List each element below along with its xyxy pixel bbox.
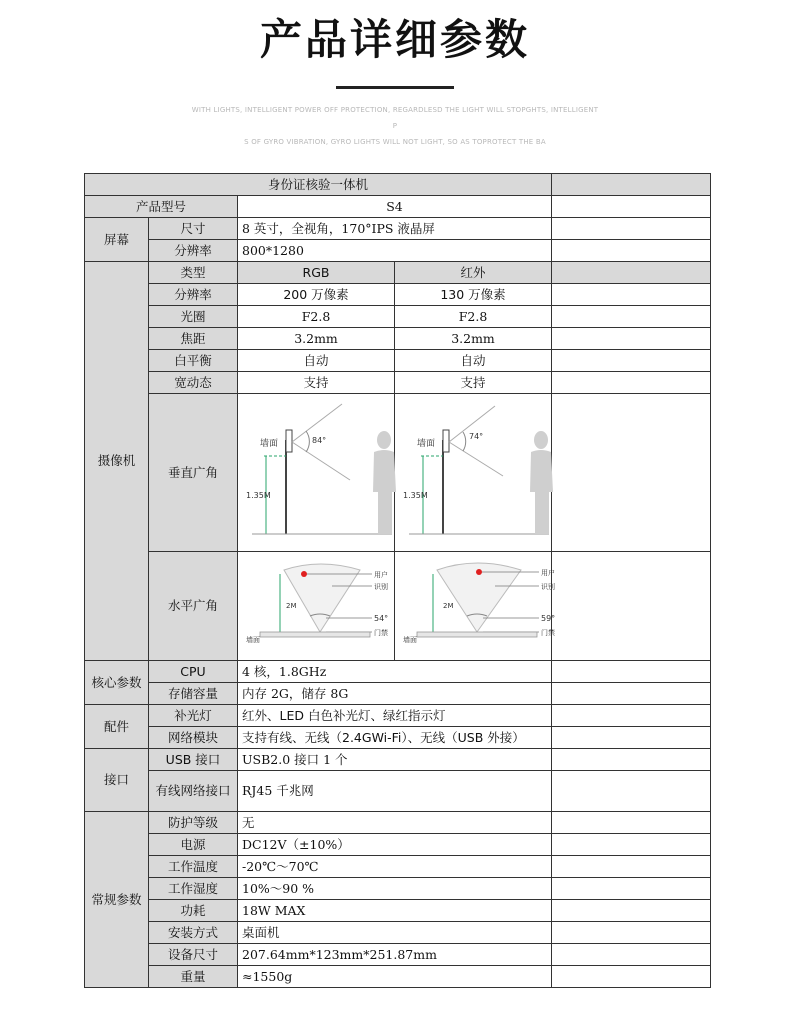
angle-label: 84° (312, 436, 327, 445)
empty-cell (552, 749, 711, 771)
table-row (85, 944, 711, 966)
table-row (85, 966, 711, 988)
camera-wdr-rgb: 支持 (238, 372, 395, 394)
install-value: 桌面机 (238, 922, 552, 944)
table-header: 身份证核验一体机 (85, 174, 552, 196)
table-header-row (85, 174, 711, 196)
empty-cell (552, 372, 711, 394)
table-row (85, 771, 711, 812)
horizontal-angle-illustration (242, 552, 399, 654)
consumption-label: 功耗 (149, 900, 238, 922)
empty-cell (552, 705, 711, 727)
empty-cell (552, 922, 711, 944)
table-row (85, 552, 711, 661)
weight-value: ≈1550g (238, 966, 552, 988)
horizontal-angle-illustration (399, 552, 556, 654)
table-row (85, 878, 711, 900)
table-row (85, 284, 711, 306)
empty-cell (552, 856, 711, 878)
empty-cell (552, 683, 711, 705)
subtitle-line-1: WITH LIGHTS, INTELLIGENT POWER OFF PROTECTION, REGARDLESD THE LIGHT WILL STOPGHTS, INTELLIGENT P (191, 106, 599, 130)
empty-cell (552, 966, 711, 988)
table-row (85, 240, 711, 262)
power-value: DC12V（±10%） (238, 834, 552, 856)
table-row (85, 306, 711, 328)
door-label: 门禁 (374, 629, 388, 637)
camera-focal-ir: 3.2mm (395, 328, 552, 350)
camera-horizontal-label: 水平广角 (149, 552, 238, 661)
camera-wb-rgb: 自动 (238, 350, 395, 372)
empty-cell (552, 394, 711, 552)
angle-label: 59° (541, 614, 556, 623)
group-accessories: 配件 (85, 705, 149, 749)
protection-value: 无 (238, 812, 552, 834)
camera-res-ir: 130 万像素 (395, 284, 552, 306)
camera-wdr-label: 宽动态 (149, 372, 238, 394)
horizontal-angle-diagram-ir (395, 552, 556, 661)
usb-label: USB 接口 (149, 749, 238, 771)
table-row (85, 812, 711, 834)
empty-cell (552, 306, 711, 328)
vertical-angle-diagram-ir (395, 394, 552, 552)
empty-cell (552, 240, 711, 262)
temperature-value: -20℃～70℃ (238, 856, 552, 878)
table-row (85, 922, 711, 944)
fill-light-value: 红外、LED 白色补光灯、绿红指示灯 (238, 705, 552, 727)
storage-label: 存储容量 (149, 683, 238, 705)
humidity-label: 工作湿度 (149, 878, 238, 900)
table-row (85, 328, 711, 350)
page-title: 产品详细参数 (259, 15, 530, 64)
wall-label: 墙面 (417, 439, 436, 449)
page-subtitle (190, 102, 600, 150)
empty-cell (552, 196, 711, 218)
usb-value: USB2.0 接口 1 个 (238, 749, 552, 771)
cpu-label: CPU (149, 661, 238, 683)
empty-cell (552, 328, 711, 350)
camera-vertical-label: 垂直广角 (149, 394, 238, 552)
model-label: 产品型号 (85, 196, 238, 218)
table-row (85, 834, 711, 856)
table-row (85, 350, 711, 372)
empty-cell (552, 944, 711, 966)
camera-type-rgb: RGB (238, 262, 395, 284)
table-row (85, 218, 711, 240)
empty-cell (552, 834, 711, 856)
screen-res-label: 分辨率 (149, 240, 238, 262)
table-row (85, 683, 711, 705)
dimensions-label: 设备尺寸 (149, 944, 238, 966)
empty-cell (552, 900, 711, 922)
subtitle-line-2: S OF GYRO VIBRATION, GYRO LIGHTS WILL NOT LIGHT, SO AS TOPROTECT THE BA (244, 138, 546, 146)
dimensions-value: 207.64mm*123mm*251.87mm (238, 944, 552, 966)
power-label: 电源 (149, 834, 238, 856)
table-row (85, 372, 711, 394)
wall-label: 墙面 (403, 636, 417, 644)
table-row (85, 856, 711, 878)
table-row (85, 900, 711, 922)
camera-focal-rgb: 3.2mm (238, 328, 395, 350)
user-label: 用户 (541, 569, 555, 577)
distance-label: 2M (286, 602, 297, 610)
humidity-value: 10%～90 % (238, 878, 552, 900)
title-underline (336, 86, 454, 89)
empty-cell (552, 284, 711, 306)
camera-aperture-rgb: F2.8 (238, 306, 395, 328)
recognize-label: 识别 (374, 583, 388, 591)
camera-wb-ir: 自动 (395, 350, 552, 372)
empty-cell (552, 727, 711, 749)
screen-size-value: 8 英寸，全视角，170°IPS 液晶屏 (238, 218, 552, 240)
table-row (85, 196, 711, 218)
camera-type-ir: 红外 (395, 262, 552, 284)
camera-type-label: 类型 (149, 262, 238, 284)
camera-wdr-ir: 支持 (395, 372, 552, 394)
camera-focal-label: 焦距 (149, 328, 238, 350)
height-label: 1.35M (246, 491, 271, 500)
wall-label: 墙面 (246, 636, 260, 644)
ethernet-value: RJ45 千兆网 (238, 771, 552, 812)
camera-res-rgb: 200 万像素 (238, 284, 395, 306)
vertical-angle-illustration (399, 394, 556, 545)
table-row (85, 262, 711, 284)
height-label: 1.35M (403, 491, 428, 500)
horizontal-angle-diagram-rgb (238, 552, 395, 661)
angle-label: 74° (469, 432, 484, 441)
wall-label: 墙面 (260, 439, 279, 449)
table-header-empty (552, 174, 711, 196)
recognize-label: 识别 (541, 583, 555, 591)
weight-label: 重量 (149, 966, 238, 988)
vertical-angle-diagram-rgb (238, 394, 395, 552)
screen-size-label: 尺寸 (149, 218, 238, 240)
ethernet-label: 有线网络接口 (149, 771, 238, 812)
protection-label: 防护等级 (149, 812, 238, 834)
table-row (85, 727, 711, 749)
screen-res-value: 800*1280 (238, 240, 552, 262)
network-label: 网络模块 (149, 727, 238, 749)
empty-cell (552, 552, 711, 661)
user-label: 用户 (374, 571, 388, 579)
camera-aperture-label: 光圈 (149, 306, 238, 328)
group-ports: 接口 (85, 749, 149, 812)
vertical-angle-illustration (242, 394, 399, 545)
angle-label: 54° (374, 614, 389, 623)
camera-wb-label: 白平衡 (149, 350, 238, 372)
table-row (85, 661, 711, 683)
table-row (85, 749, 711, 771)
empty-cell (552, 878, 711, 900)
group-general: 常规参数 (85, 812, 149, 988)
table-row (85, 705, 711, 727)
distance-label: 2M (443, 602, 454, 610)
table-row (85, 394, 711, 552)
model-value: S4 (238, 196, 552, 218)
group-screen: 屏幕 (85, 218, 149, 262)
consumption-value: 18W MAX (238, 900, 552, 922)
network-value: 支持有线、无线（2.4GWi-Fi）、无线（USB 外接） (238, 727, 552, 749)
storage-value: 内存 2G，储存 8G (238, 683, 552, 705)
spec-table (84, 173, 711, 988)
empty-cell (552, 218, 711, 240)
empty-cell (552, 661, 711, 683)
user-dot-icon (476, 569, 482, 575)
group-camera: 摄像机 (85, 262, 149, 661)
empty-cell (552, 262, 711, 284)
user-dot-icon (301, 571, 307, 577)
person-silhouette (373, 431, 396, 534)
camera-res-label: 分辨率 (149, 284, 238, 306)
install-label: 安装方式 (149, 922, 238, 944)
person-silhouette (530, 431, 553, 534)
group-core: 核心参数 (85, 661, 149, 705)
cpu-value: 4 核，1.8GHz (238, 661, 552, 683)
fill-light-label: 补光灯 (149, 705, 238, 727)
empty-cell (552, 812, 711, 834)
temperature-label: 工作温度 (149, 856, 238, 878)
camera-aperture-ir: F2.8 (395, 306, 552, 328)
door-label: 门禁 (541, 629, 555, 637)
empty-cell (552, 771, 711, 812)
empty-cell (552, 350, 711, 372)
